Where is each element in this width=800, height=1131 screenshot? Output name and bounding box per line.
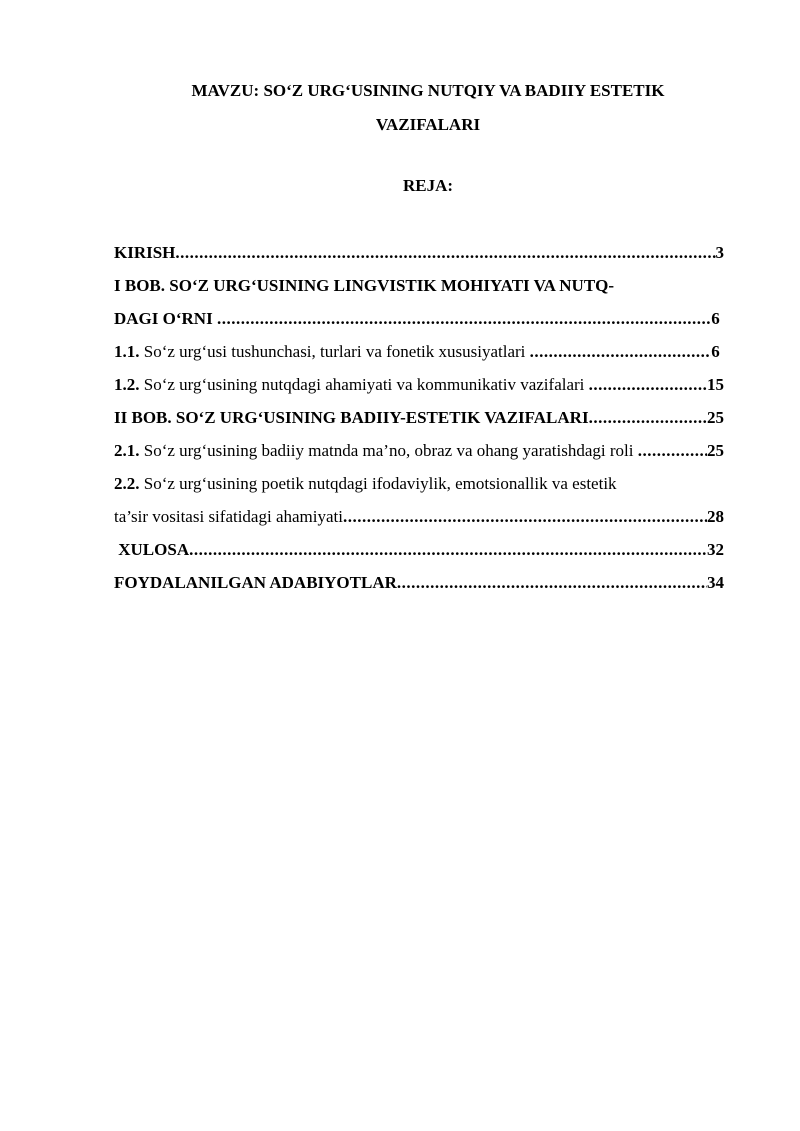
toc-entry-2-2-line2 <box>114 500 724 533</box>
toc-leader-dots <box>343 500 707 533</box>
toc-entry-label: DAGI O‘RNI <box>114 309 213 328</box>
toc-entry-xulosa <box>114 533 724 566</box>
toc-entry-page: 25 <box>707 408 724 427</box>
toc-entry-number: 1.2. <box>114 375 140 394</box>
toc-entry-page: 3 <box>715 243 724 262</box>
toc-entry-2-2-line1 <box>114 467 724 500</box>
toc-entry-page: 6 <box>711 309 720 328</box>
toc-entry-bob1-line1 <box>114 269 724 302</box>
toc-entry-1-1 <box>114 335 724 368</box>
toc-entry-label: II BOB. SO‘Z URG‘USINING BADIIY-ESTETIK VAZIFALARI <box>114 408 589 427</box>
toc-leader-dots <box>589 401 707 434</box>
toc-leader-dots <box>397 566 707 599</box>
toc-entry-number: 2.1. <box>114 441 140 460</box>
document-title <box>0 74 800 142</box>
toc-entry-page: 15 <box>707 375 724 394</box>
toc-entry-page: 25 <box>707 441 724 460</box>
toc-entry-label: I BOB. SO‘Z URG‘USINING LINGVISTIK MOHIYATI VA NUTQ- <box>114 276 615 295</box>
toc-entry-label: FOYDALANILGAN ADABIYOTLAR <box>114 573 397 592</box>
toc-entry-bob1-line2 <box>114 302 724 335</box>
toc-entry-label: So‘z urg‘usining poetik nutqdagi ifodaviylik, emotsionallik va estetik <box>143 474 617 493</box>
toc-entry-number: 2.2. <box>114 474 140 493</box>
toc-leader-dots <box>638 434 707 467</box>
toc-entry-bob2 <box>114 401 724 434</box>
toc-entry-page: 32 <box>707 540 724 559</box>
toc-entry-2-1 <box>114 434 724 467</box>
toc-entry-kirish <box>114 236 724 269</box>
toc-entry-1-2 <box>114 368 724 401</box>
toc-entry-adabiyotlar <box>114 566 724 599</box>
title-line-2: VAZIFALARI <box>375 115 481 134</box>
plan-heading: REJA: <box>402 176 454 195</box>
table-of-contents <box>114 236 724 599</box>
title-line-1: MAVZU: SO‘Z URG‘USINING NUTQIY VA BADIIY ESTETIK <box>191 81 665 100</box>
toc-entry-number: 1.1. <box>114 342 140 361</box>
toc-leader-dots <box>175 236 715 269</box>
toc-entry-label: So‘z urg‘usining badiiy matnda ma’no, obraz va ohang yaratishdagi roli <box>143 441 634 460</box>
toc-entry-label: So‘z urg‘usi tushunchasi, turlari va fonetik xususiyatlari <box>143 342 526 361</box>
toc-leader-dots <box>189 533 707 566</box>
toc-leader-dots <box>217 302 711 335</box>
toc-leader-dots <box>530 335 712 368</box>
toc-entry-page: 28 <box>707 507 724 526</box>
toc-entry-page: 6 <box>711 342 720 361</box>
toc-entry-label: KIRISH <box>114 243 176 262</box>
toc-entry-label: XULOSA <box>118 540 190 559</box>
toc-entry-label: So‘z urg‘usining nutqdagi ahamiyati va kommunikativ vazifalari <box>143 375 585 394</box>
toc-leader-dots <box>589 368 707 401</box>
toc-entry-page: 34 <box>707 573 724 592</box>
toc-entry-label: ta’sir vositasi sifatidagi ahamiyati <box>114 507 343 526</box>
